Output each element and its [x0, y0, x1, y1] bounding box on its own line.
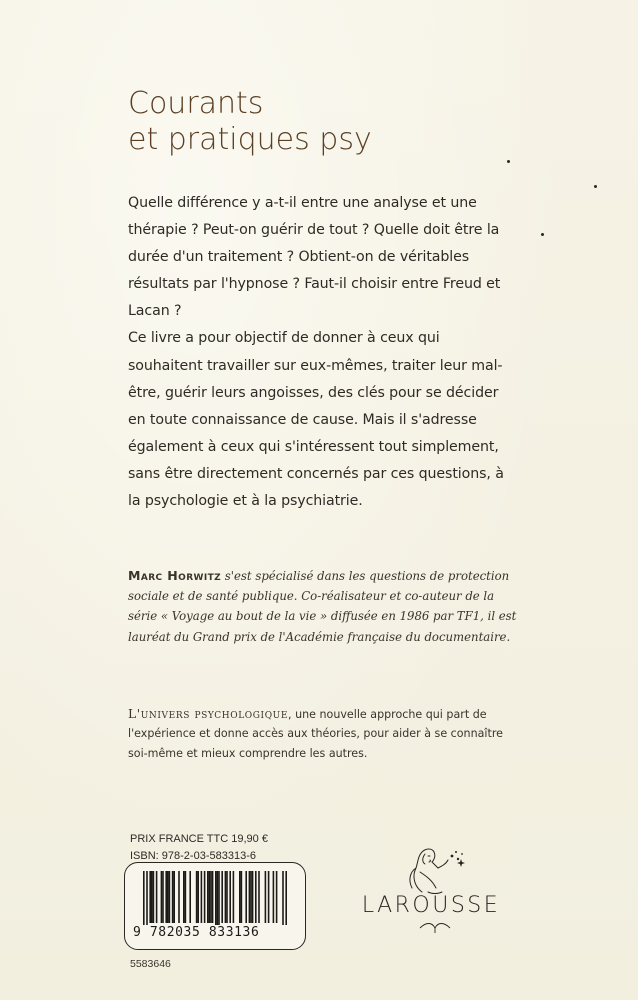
- blurb-paragraph-1: Quelle différence y a-t-il entre une analyse et une thérapie ? Peut-on guérir de tout ? Quelle doit être la durée d'un traitement ? Obtient-on de véritables résultats par l'hypnose ? Faut-il choisir entre Freud et Lacan ?: [128, 195, 501, 320]
- leaf-ornament-icon: [418, 920, 452, 934]
- barcode-bar: [172, 871, 174, 923]
- barcode-bar: [226, 871, 228, 923]
- barcode-bar: [156, 871, 158, 923]
- barcode-bar: [204, 871, 206, 923]
- barcode-bar: [218, 871, 220, 925]
- barcode-bar: [167, 871, 169, 923]
- barcode-bar: [162, 871, 164, 923]
- barcode-bar: [169, 871, 171, 923]
- barcode-bar: [273, 871, 275, 923]
- barcode-bar: [173, 871, 175, 923]
- barcode-digits: 9 782035 833136: [133, 925, 260, 940]
- barcode-bar: [197, 871, 199, 923]
- barcode-bar: [285, 871, 287, 925]
- barcode-bar: [189, 871, 191, 923]
- barcode-bar: [161, 871, 163, 923]
- barcode-bar: [185, 871, 187, 923]
- barcode-bar: [233, 871, 235, 923]
- print-speck: [594, 185, 597, 188]
- blurb-paragraph-2: Ce livre a pour objectif de donner à ceux qui souhaitent travailler sur eux-mêmes, traiter leur mal-être, guérir leurs angoisses, des clés pour se décider en toute connaissance de cause. Mais il s'adresse également à ceux qui s'intéressent tout simplement, sans être directement concernés par ces questions, à la psychologie et à la psychiatrie.: [128, 330, 504, 510]
- barcode-bar: [229, 871, 231, 923]
- barcode-bar: [196, 871, 198, 923]
- barcode-bar: [207, 871, 209, 923]
- collection-description-text: , une nouvelle approche qui part de l'expérience et donne accès aux théories, pour aider à se connaître soi-même et mieux comprendre les autres.: [128, 708, 503, 760]
- barcode-bar: [225, 871, 227, 923]
- barcode-bar: [217, 871, 219, 925]
- barcode-bar: [250, 871, 252, 923]
- barcode-bar: [212, 871, 214, 923]
- collection-series-name: L'univers psychologique: [128, 707, 289, 721]
- barcode-bar: [143, 871, 145, 925]
- barcode-bar: [245, 871, 247, 923]
- barcode-bar: [149, 871, 151, 923]
- barcode-bar: [215, 871, 217, 925]
- price-label: PRIX FRANCE TTC 19,90 €: [130, 833, 268, 845]
- barcode: [124, 862, 306, 950]
- barcode-bar: [268, 871, 270, 923]
- product-code: 5583646: [130, 958, 171, 970]
- barcode-bar: [282, 871, 284, 925]
- barcode-bar: [258, 871, 260, 923]
- collection-description: [128, 705, 513, 763]
- barcode-bar: [249, 871, 251, 923]
- barcode-bar: [209, 871, 211, 923]
- barcode-bar: [201, 871, 203, 923]
- barcode-bars: [133, 869, 297, 925]
- pricing-block: [130, 831, 268, 865]
- barcode-bar: [153, 871, 155, 923]
- publisher-name: LAROUSSE: [361, 893, 501, 918]
- book-title: [128, 86, 548, 158]
- barcode-bar: [241, 871, 243, 923]
- barcode-bar: [255, 871, 257, 923]
- barcode-bar: [239, 871, 241, 923]
- barcode-bar: [210, 871, 212, 923]
- barcode-bar: [252, 871, 254, 923]
- barcode-bar: [146, 871, 148, 925]
- print-speck: [541, 233, 544, 236]
- author-bio: [128, 566, 518, 647]
- barcode-bar: [276, 871, 278, 923]
- book-title-line-1: Courants: [128, 86, 264, 121]
- author-bio-text: s'est spécialisé dans les questions de protection sociale et de santé publique. Co-réalisateur et co-auteur de la série « Voyage au bout de la vie » diffusée en 1986 par TF1, il est lauréat du Grand prix de l'Académie française du documentaire.: [128, 569, 517, 644]
- author-name: Marc Horwitz: [128, 568, 222, 583]
- barcode-bar: [178, 871, 180, 923]
- book-title-line-2: et pratiques psy: [128, 122, 372, 157]
- barcode-bar: [165, 871, 167, 923]
- isbn-label: ISBN: 978-2-03-583313-6: [130, 850, 256, 862]
- barcode-bar: [151, 871, 153, 923]
- barcode-bar: [265, 871, 267, 923]
- barcode-bar: [183, 871, 185, 923]
- print-speck: [507, 160, 510, 163]
- sower-woman-logo-icon: [392, 842, 472, 898]
- barcode-bar: [221, 871, 223, 923]
- blurb: [128, 190, 508, 515]
